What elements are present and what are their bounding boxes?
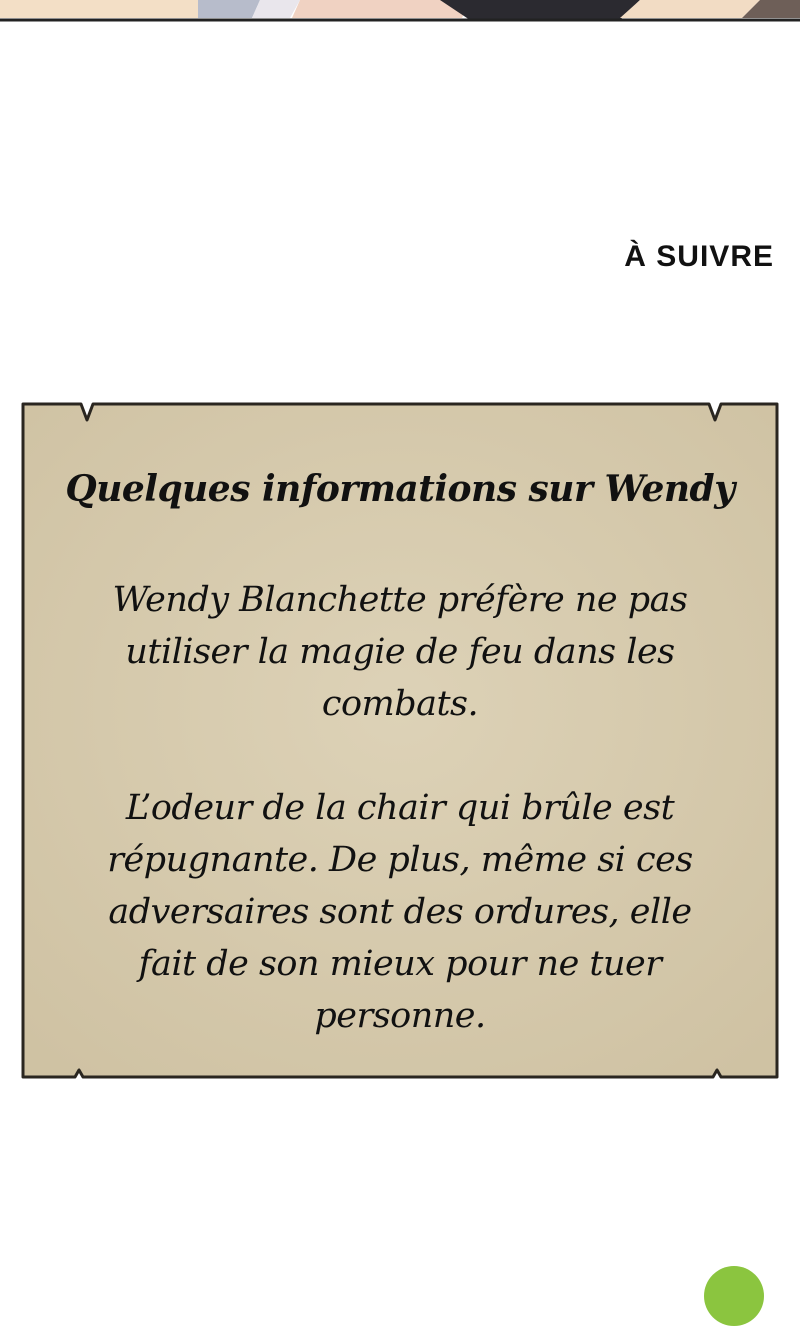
info-note-card (21, 402, 779, 1079)
corner-badge[interactable] (704, 1266, 764, 1326)
note-paragraph: L’odeur de la chair qui brûle est répugnante. De plus, même si ces adversaires sont des ordures, elle fait de son mieux pour ne tuer personne. (107, 788, 693, 1036)
note-paragraph: Wendy Blanchette préfère ne pas utiliser la magie de feu dans les combats. (112, 580, 688, 724)
to-be-continued-label: À SUIVRE (624, 240, 774, 273)
previous-panel-edge (0, 0, 800, 22)
note-title: Quelques informations sur Wendy (65, 468, 735, 510)
